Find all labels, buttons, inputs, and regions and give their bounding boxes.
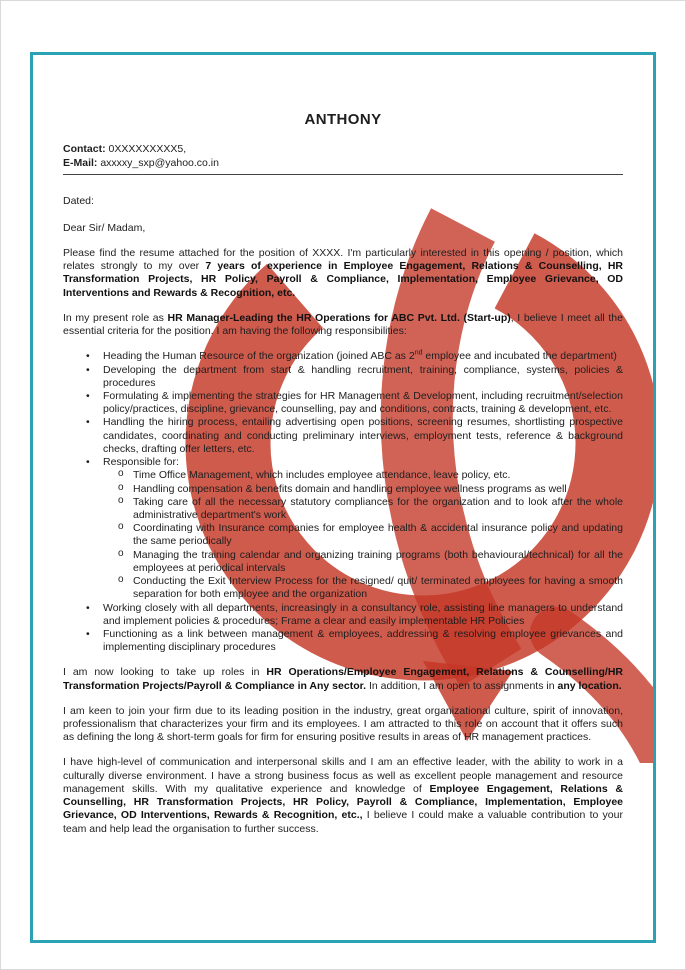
paragraph-present-role bbox=[63, 312, 623, 338]
contact-block bbox=[63, 143, 623, 175]
salutation: Dear Sir/ Madam, bbox=[63, 221, 146, 234]
list-item bbox=[63, 602, 623, 628]
list-item-text-b: employee and incubated the department) bbox=[422, 350, 617, 363]
bullet-icon: • bbox=[86, 350, 90, 363]
email-value: axxxxy_sxp@yahoo.co.in bbox=[100, 156, 219, 169]
list-item bbox=[63, 390, 623, 416]
closing-text-b: I believe I could make a valuable contribution to your team and help lead the organisation to further success. bbox=[63, 809, 623, 835]
dated-label: Dated: bbox=[63, 194, 94, 207]
sub-list-item-text: Taking care of all the necessary statutory compliances for the organization and to look after the whole administrative department's work bbox=[133, 495, 623, 521]
list-item bbox=[63, 456, 623, 469]
paragraph-skills-closing bbox=[63, 756, 623, 835]
contact-value: 0XXXXXXXXX5, bbox=[108, 142, 187, 155]
sub-bullet-icon: o bbox=[118, 574, 124, 586]
role-text-a: In my present role as bbox=[63, 311, 168, 324]
letter-content bbox=[33, 55, 653, 836]
sub-list-item bbox=[63, 469, 623, 482]
list-item-text: Responsible for: bbox=[103, 456, 179, 469]
role-bold-text: HR Manager-Leading the HR Operations for ABC Pvt. Ltd. (Start-up) bbox=[167, 311, 511, 324]
responsibilities-list bbox=[63, 350, 623, 654]
sub-bullet-icon: o bbox=[118, 521, 124, 533]
sub-list-item-text: Coordinating with Insurance companies for employee health & accidental insurance policy and updating the same periodically bbox=[133, 522, 623, 548]
contact-label: Contact: bbox=[63, 142, 106, 155]
contact-divider bbox=[63, 174, 623, 175]
list-item bbox=[63, 364, 623, 390]
list-item-text bbox=[103, 350, 617, 362]
sub-bullet-icon: o bbox=[118, 481, 124, 493]
bullet-icon: • bbox=[86, 416, 90, 429]
list-item-text: Developing the department from start & handling recruitment, training, compliance, systems, policies & procedures bbox=[103, 363, 623, 389]
roles-bold-location: any location. bbox=[557, 679, 622, 692]
list-item-text: Functioning as a link between management & employees, addressing & resolving employee grievances and implementing disciplinary procedures bbox=[103, 627, 623, 654]
roles-text-a: I am now looking to take up roles in bbox=[63, 666, 267, 679]
roles-bold-sector: HR Operations/Employee Engagement, Relations & Counselling/HR Transformation Projects/Payroll & Compliance in Any sector. bbox=[63, 666, 624, 692]
sub-list-item-text: Managing the training calendar and organizing training programs (both behavioural/technical) for all the employees at periodical intervals bbox=[133, 548, 623, 574]
sub-bullet-icon: o bbox=[118, 547, 124, 559]
list-item-text-a: Heading the Human Resource of the organization (joined ABC as 2 bbox=[103, 350, 415, 363]
sub-bullet-icon: o bbox=[118, 494, 124, 506]
sub-list-item bbox=[63, 496, 623, 522]
paragraph-keen-to-join: I am keen to join your firm due to its leading position in the industry, great organizational culture, spirit of innovation, professionalism that characterizes your firm and its employees. I am attracted to this role on account that it offers such as defining the long & short-term goals for firm for ensuring positive results in areas of HR management practices. bbox=[63, 704, 623, 744]
list-item bbox=[63, 628, 623, 654]
closing-text-a: I have high-level of communication and interpersonal skills and I am an effective leader, with the ability to work in a culturally diverse environment. I have a strong business focus as well as excellent people management and resource management skills. With my qualitative experience and knowledge of bbox=[63, 756, 623, 795]
email-line bbox=[63, 157, 623, 171]
paragraph-looking-roles bbox=[63, 666, 623, 692]
role-text-b: , I believe I meet all the essential criteria for the position. I am having the following responsibilities: bbox=[63, 311, 623, 338]
intro-bold-text: 7 years of experience in Employee Engagement, Relations & Counselling, HR Transformation Projects, HR Policy, Payroll & Compliance, Implementation, Employee Grievance, OD Interventions and Rewards & Recognition, etc. bbox=[63, 260, 623, 299]
sub-list-item bbox=[63, 549, 623, 575]
list-item-text: Handling the hiring process, entailing advertising open positions, screening resumes, shortlisting prospective candidates, coordinating and conducting preliminary interviews, employment tests, reference & background checks, drafting offer letters, etc. bbox=[103, 416, 623, 455]
list-item bbox=[63, 416, 623, 456]
page-border-frame bbox=[30, 52, 656, 943]
closing-bold-text: Employee Engagement, Relations & Counselling, HR Transformation Projects, HR Policy, Payroll & Compliance, Implementation, Employee Grievance, OD Interventions, Rewards & Recognition, etc., bbox=[63, 782, 623, 822]
sub-list-item-text: Conducting the Exit Interview Process for the resigned/ quit/ terminated employees for having a smooth separation for both employee and the organization bbox=[133, 575, 623, 601]
bullet-icon: • bbox=[86, 601, 90, 614]
bullet-icon: • bbox=[86, 627, 90, 640]
sub-list-item bbox=[63, 483, 623, 496]
contact-line bbox=[63, 143, 623, 157]
sub-list-item bbox=[63, 575, 623, 601]
sub-list-item-text: Time Office Management, which includes employee attendance, leave policy, etc. bbox=[133, 469, 511, 482]
sub-list-item bbox=[63, 522, 623, 548]
sub-bullet-icon: o bbox=[118, 468, 124, 480]
list-item-text: Formulating & implementing the strategies for HR Management & Development, including recruitment/selection policy/practices, discipline, grievance, counselling, pay and conditions, contracts, training & development, etc. bbox=[103, 390, 623, 416]
bullet-icon: • bbox=[86, 390, 90, 403]
ordinal-superscript: nd bbox=[414, 349, 423, 357]
roles-text-b: In addition, I am open to assignments in bbox=[366, 679, 558, 692]
bullet-icon: • bbox=[86, 363, 90, 376]
bullet-icon: • bbox=[86, 456, 90, 469]
list-item bbox=[63, 350, 623, 363]
list-item-text: Working closely with all departments, increasingly in a consultancy role, assisting line managers to understand and implement policies & procedures; Frame a clear and easily implementable HR Policies bbox=[103, 601, 623, 627]
page-title: ANTHONY bbox=[304, 111, 382, 128]
paragraph-intro bbox=[63, 247, 623, 300]
email-label: E-Mail: bbox=[63, 156, 98, 169]
intro-regular-text: Please find the resume attached for the position of XXXX. I'm particularly interested in this opening / position, which relates strongly to my over bbox=[63, 247, 623, 273]
sub-list-item-text: Handling compensation & benefits domain and handling employee wellness programs as well bbox=[133, 482, 567, 495]
